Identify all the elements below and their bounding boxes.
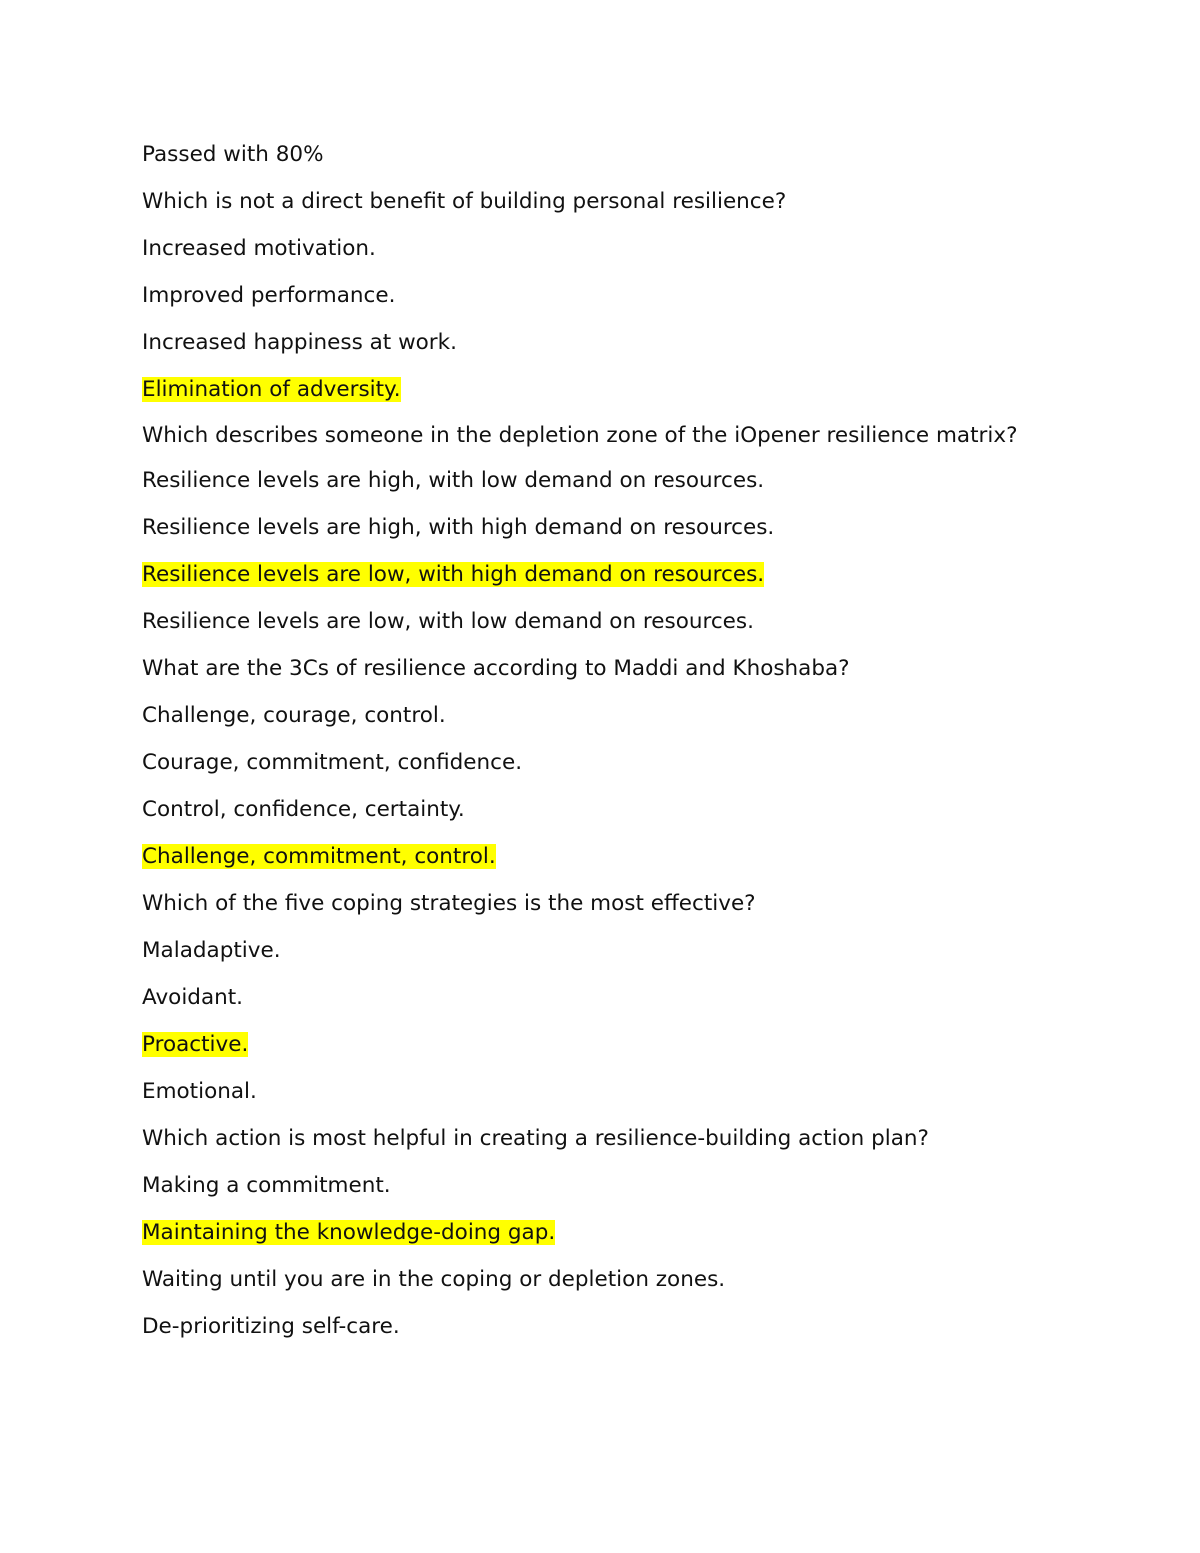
q5-option-3: Waiting until you are in the coping or depletion zones.	[142, 1267, 726, 1292]
q3-option-3: Control, confidence, certainty.	[142, 797, 465, 822]
q4-option-2: Avoidant.	[142, 985, 244, 1010]
question-4: Which of the five coping strategies is the most effective?	[142, 891, 756, 916]
q3-option-4-answer	[142, 840, 1042, 874]
answer-highlight: Resilience levels are low, with high demand on resources.	[142, 562, 765, 587]
answer-highlight: Proactive.	[142, 1032, 249, 1057]
q2-option-3-answer	[142, 558, 1042, 592]
answer-highlight: Elimination of adversity.	[142, 377, 401, 402]
q3-option-2: Courage, commitment, confidence.	[142, 750, 523, 775]
q5-option-1: Making a commitment.	[142, 1173, 391, 1198]
question-1: Which is not a direct benefit of building personal resilience?	[142, 189, 787, 214]
q4-option-3-answer	[142, 1028, 1042, 1062]
score-line: Passed with 80%	[142, 142, 324, 167]
document-body	[142, 138, 1042, 1357]
q4-option-4: Emotional.	[142, 1079, 257, 1104]
q1-option-1: Increased motivation.	[142, 236, 376, 261]
q2-option-4: Resilience levels are low, with low demand on resources.	[142, 609, 754, 634]
q2-option-1: Resilience levels are high, with low demand on resources.	[142, 468, 765, 493]
question-5: Which action is most helpful in creating a resilience-building action plan?	[142, 1126, 929, 1151]
q1-option-4-answer	[142, 373, 1042, 407]
q1-option-3: Increased happiness at work.	[142, 330, 457, 355]
question-3: What are the 3Cs of resilience according to Maddi and Khoshaba?	[142, 656, 850, 681]
q3-option-1: Challenge, courage, control.	[142, 703, 446, 728]
answer-highlight: Challenge, commitment, control.	[142, 844, 496, 869]
q1-option-2: Improved performance.	[142, 283, 396, 308]
q5-option-2-answer	[142, 1216, 1042, 1250]
answer-highlight: Maintaining the knowledge-doing gap.	[142, 1220, 556, 1245]
question-2: Which describes someone in the depletion zone of the iOpener resilience matrix?	[142, 423, 1018, 448]
q4-option-1: Maladaptive.	[142, 938, 281, 963]
q2-option-2: Resilience levels are high, with high demand on resources.	[142, 515, 775, 540]
q5-option-4: De-prioritizing self-care.	[142, 1314, 400, 1339]
